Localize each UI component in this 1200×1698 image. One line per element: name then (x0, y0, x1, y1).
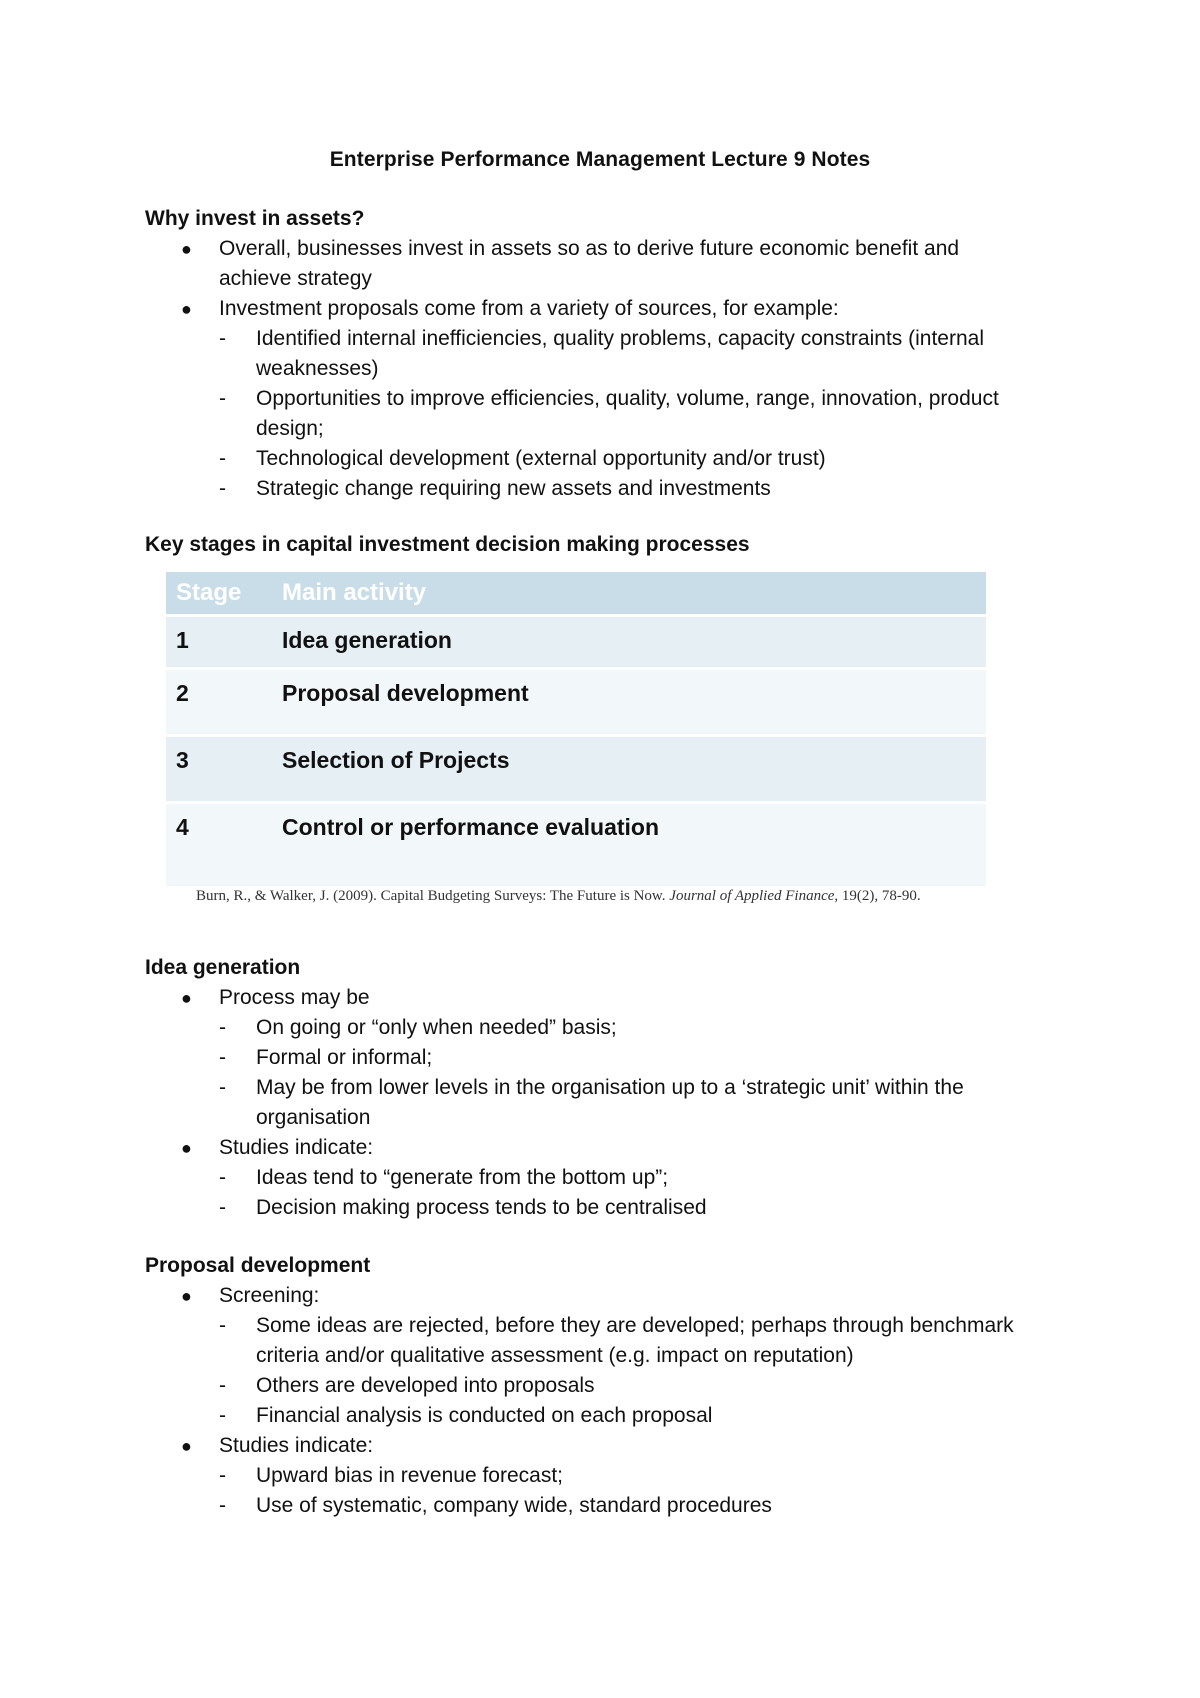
sub-list-item: - Opportunities to improve efficiencies, quality, volume, range, innovation, product design; (145, 384, 1065, 444)
sub-list-item: - Financial analysis is conducted on each proposal (145, 1401, 1065, 1431)
table-row (166, 669, 986, 736)
sub-list-item: - Technological development (external opportunity and/or trust) (145, 444, 1065, 474)
dash-icon: - (219, 1166, 226, 1189)
sub-list-item: - Decision making process tends to be centralised (145, 1193, 1065, 1223)
stage-activity: Selection of Projects (272, 736, 986, 803)
section-heading: Why invest in assets? (145, 207, 365, 230)
bullet-icon: ● (181, 239, 192, 259)
list-item: ● Overall, businesses invest in assets so as to derive future economic benefit and achieve strategy (145, 234, 1065, 294)
dash-icon: - (219, 327, 226, 350)
dash-icon: - (219, 1404, 226, 1427)
section-heading: Idea generation (145, 956, 301, 979)
stage-number: 2 (166, 669, 272, 736)
dash-icon: - (219, 1196, 226, 1219)
dash-icon: - (219, 1046, 226, 1069)
section-heading: Key stages in capital investment decision making processes (145, 533, 750, 556)
stage-number: 3 (166, 736, 272, 803)
list-item: ● Investment proposals come from a variety of sources, for example: (145, 294, 1065, 324)
dash-icon: - (219, 1314, 226, 1337)
section-idea-generation (145, 953, 1065, 1223)
section-why-invest (145, 204, 1065, 504)
table-row (166, 803, 986, 887)
sub-list-item: - Formal or informal; (145, 1043, 1065, 1073)
column-header-main-activity: Main activity (272, 572, 986, 616)
sub-list-item: - On going or “only when needed” basis; (145, 1013, 1065, 1043)
stages-table (166, 572, 986, 886)
list-item: ● Studies indicate: (145, 1133, 1065, 1163)
sub-list-item: - Others are developed into proposals (145, 1371, 1065, 1401)
dash-icon: - (219, 477, 226, 500)
table-row (166, 736, 986, 803)
sub-list-item: - Use of systematic, company wide, standard procedures (145, 1491, 1065, 1521)
document-title: Enterprise Performance Management Lecture 9 Notes (329, 148, 871, 171)
column-header-stage: Stage (166, 572, 272, 616)
bullet-icon: ● (181, 988, 192, 1008)
bullet-icon: ● (181, 1286, 192, 1306)
dash-icon: - (219, 1374, 226, 1397)
sub-list-item: - May be from lower levels in the organisation up to a ‘strategic unit’ within the organisation (145, 1073, 1065, 1133)
sub-list-item: - Identified internal inefficiencies, quality problems, capacity constraints (internal weaknesses) (145, 324, 1065, 384)
dash-icon: - (219, 447, 226, 470)
table-header-row (166, 572, 986, 616)
sub-list-item: - Ideas tend to “generate from the bottom up”; (145, 1163, 1065, 1193)
section-proposal-development (145, 1251, 1065, 1521)
section-key-stages (145, 530, 1065, 560)
list-item: ● Studies indicate: (145, 1431, 1065, 1461)
stage-activity: Control or performance evaluation (272, 803, 986, 887)
dash-icon: - (219, 1016, 226, 1039)
dash-icon: - (219, 1076, 226, 1099)
list-item: ● Process may be (145, 983, 1065, 1013)
dash-icon: - (219, 387, 226, 410)
stage-activity: Proposal development (272, 669, 986, 736)
stage-activity: Idea generation (272, 616, 986, 669)
stage-number: 1 (166, 616, 272, 669)
table-row (166, 616, 986, 669)
bullet-icon: ● (181, 1436, 192, 1456)
bullet-icon: ● (181, 1138, 192, 1158)
sub-list-item: - Upward bias in revenue forecast; (145, 1461, 1065, 1491)
table-citation: Burn, R., & Walker, J. (2009). Capital Budgeting Surveys: The Future is Now. Journal of Applied Finance, 19(2), 78-90. (196, 888, 921, 904)
section-heading: Proposal development (145, 1254, 371, 1277)
dash-icon: - (219, 1464, 226, 1487)
sub-list-item: - Some ideas are rejected, before they are developed; perhaps through benchmark criteria and/or qualitative assessment (e.g. impact on reputation) (145, 1311, 1065, 1371)
list-item: ● Screening: (145, 1281, 1065, 1311)
stage-number: 4 (166, 803, 272, 887)
bullet-icon: ● (181, 299, 192, 319)
dash-icon: - (219, 1494, 226, 1517)
sub-list-item: - Strategic change requiring new assets and investments (145, 474, 1065, 504)
